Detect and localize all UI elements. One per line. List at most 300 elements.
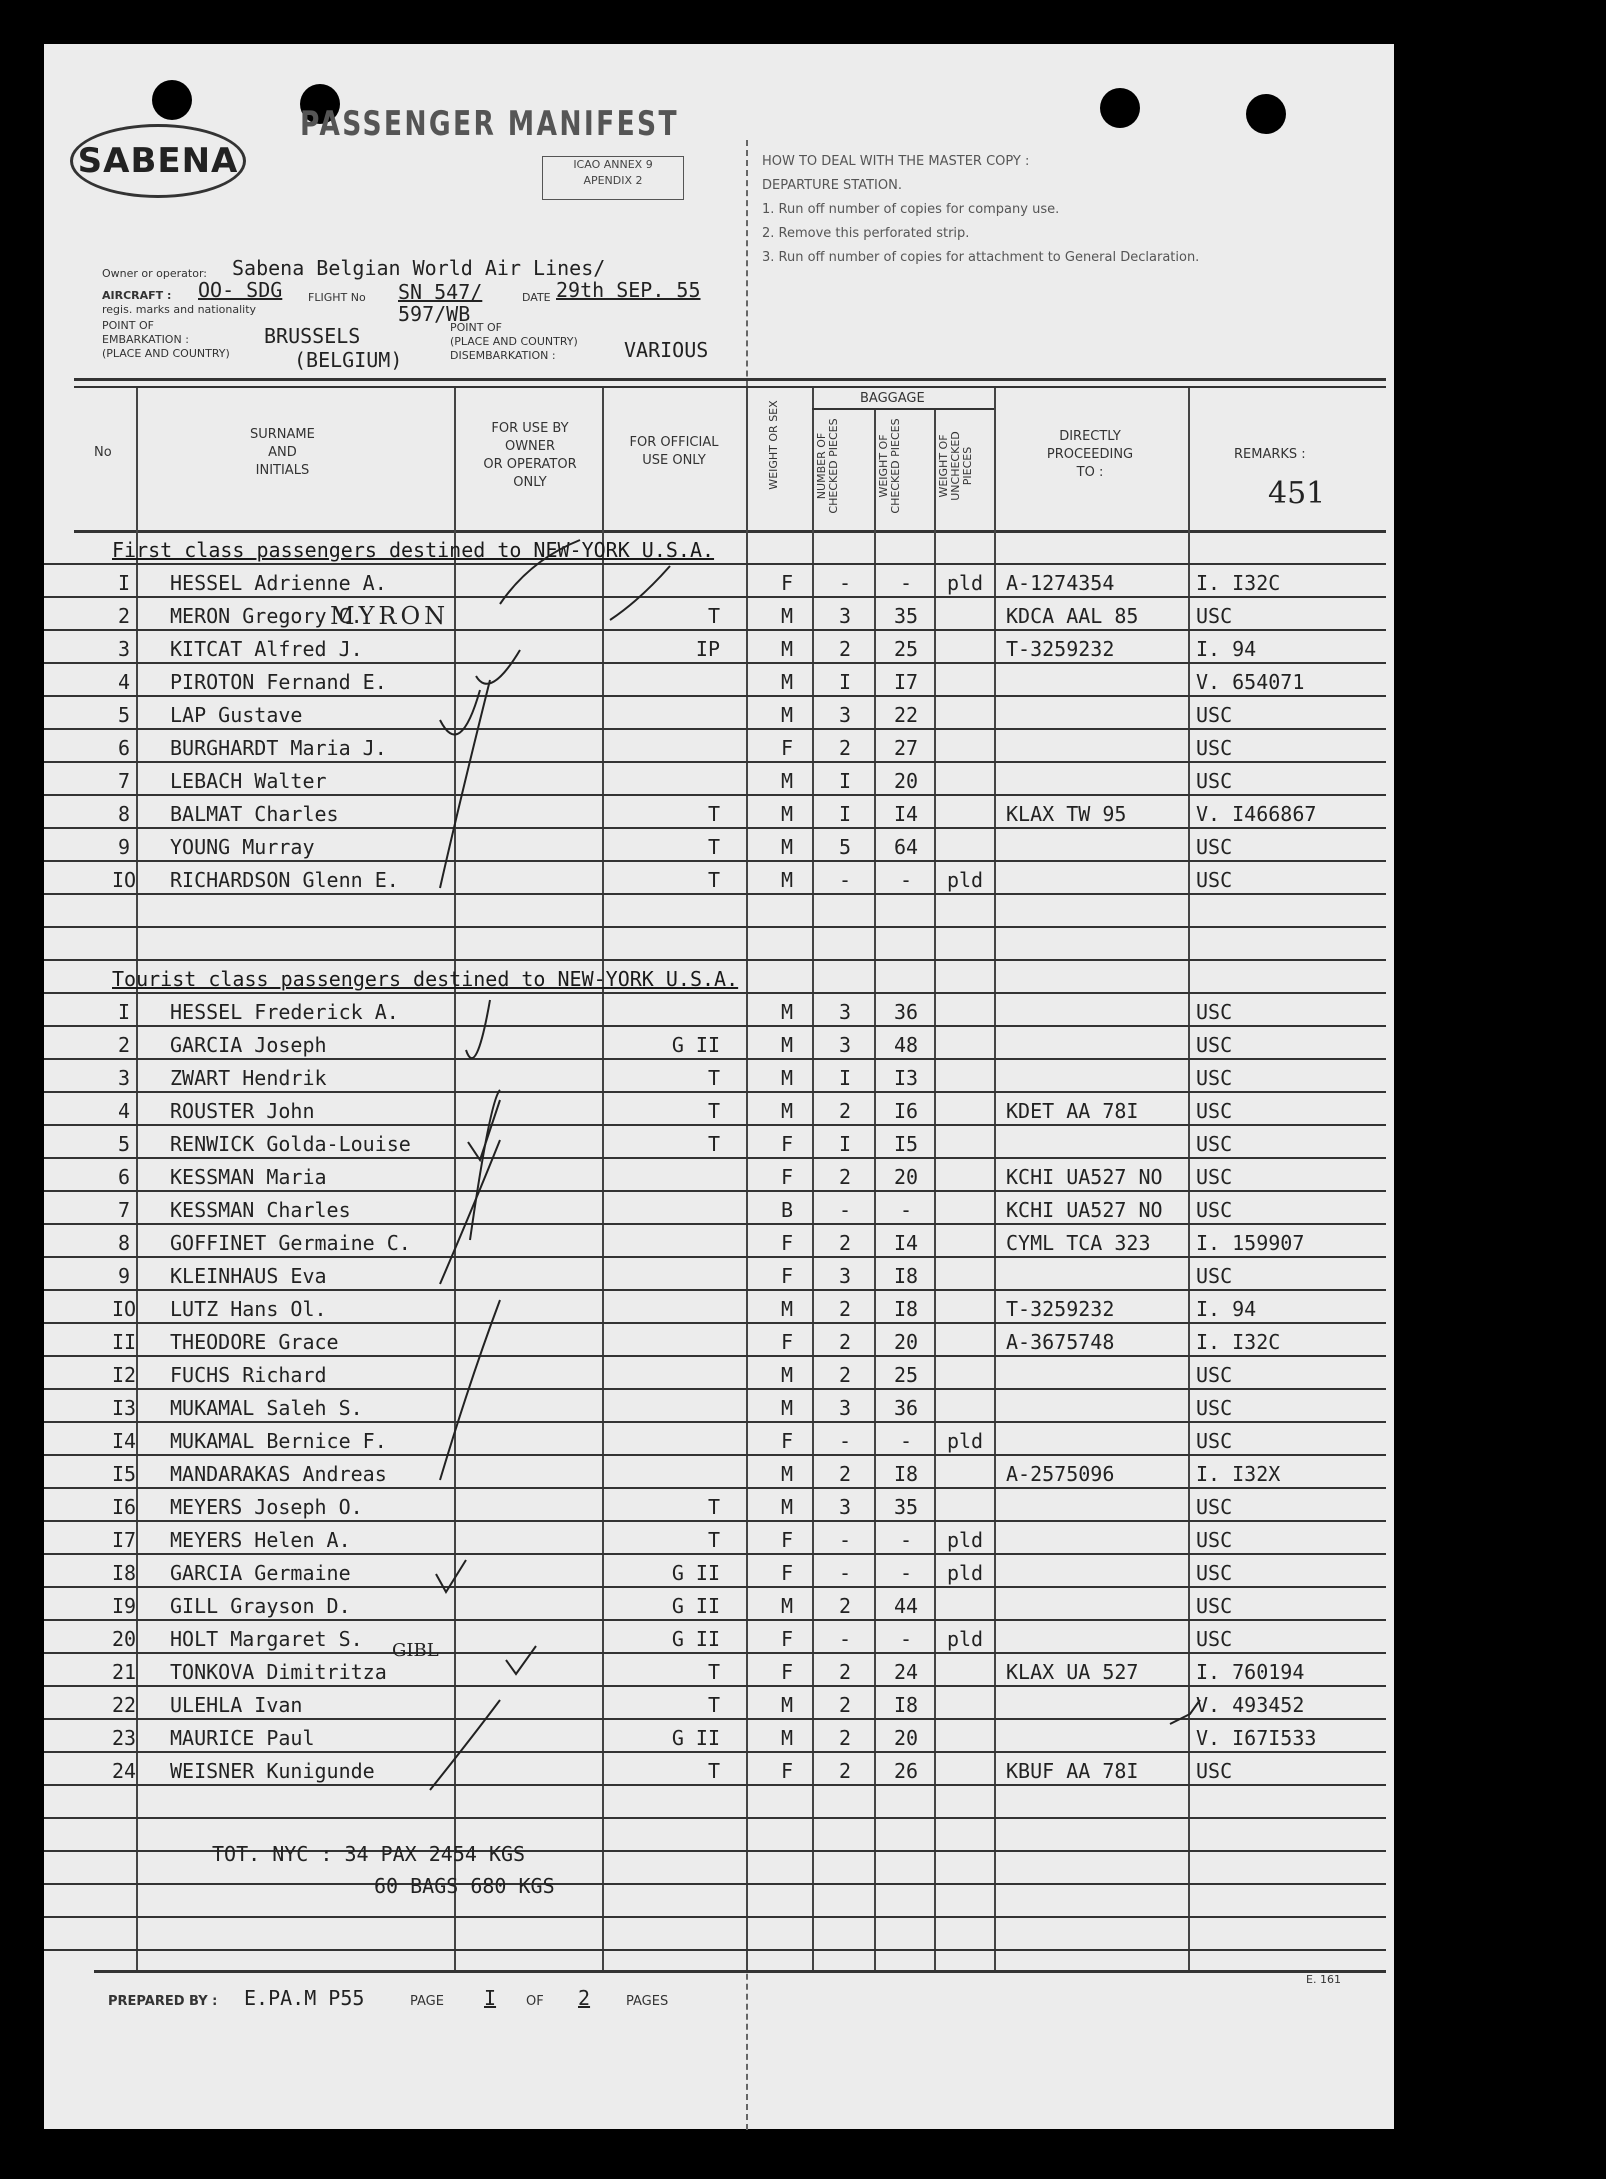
passenger-name: HESSEL Adrienne A. (170, 571, 387, 595)
disembark-label-3: DISEMBARKATION : (450, 349, 556, 362)
check-mark (436, 1560, 466, 1592)
checked-pieces: 2 (838, 736, 852, 760)
checked-pieces: 3 (838, 604, 852, 628)
remarks: USC (1196, 1165, 1233, 1189)
passenger-name: GARCIA Germaine (170, 1561, 351, 1585)
official-code: T (707, 1528, 720, 1552)
checked-pieces: 2 (838, 1165, 852, 1189)
passenger-sex: M (780, 1396, 794, 1420)
checked-pieces: 2 (838, 1363, 852, 1387)
annex-line2: APENDIX 2 (583, 174, 643, 187)
check-mark (440, 1300, 500, 1480)
passenger-name: LAP Gustave (170, 703, 303, 727)
checked-pieces: 2 (838, 1330, 852, 1354)
checked-weight: I4 (893, 1231, 919, 1255)
passenger-name: FUCHS Richard (170, 1363, 327, 1387)
passenger-sex: M (780, 1594, 794, 1618)
passenger-sex: M (780, 1099, 794, 1123)
passenger-name: MERON Gregory C. (170, 604, 363, 628)
checked-weight: I5 (893, 1132, 919, 1156)
row-number: 6 (117, 1165, 131, 1189)
check-mark (500, 540, 580, 604)
howto-line: 1. Run off number of copies for company use. (762, 202, 1060, 217)
remarks: USC (1196, 1264, 1233, 1288)
check-mark (430, 1700, 500, 1790)
remarks: USC (1196, 1033, 1233, 1057)
passenger-name: LUTZ Hans Ol. (170, 1297, 327, 1321)
row-number: 3 (117, 637, 131, 661)
col-header-no: No (94, 445, 112, 460)
row-number: IO (111, 1297, 137, 1321)
checked-pieces: - (838, 1627, 852, 1651)
passenger-sex: B (780, 1198, 794, 1222)
passenger-sex: M (780, 1495, 794, 1519)
passenger-name: YOUNG Murray (170, 835, 315, 859)
remarks: I. 94 (1196, 1297, 1257, 1321)
passenger-sex: F (780, 1561, 794, 1585)
row-number: 6 (117, 736, 131, 760)
checked-pieces: 3 (838, 1396, 852, 1420)
passenger-sex: F (780, 1759, 794, 1783)
aircraft-value: OO- SDG (198, 278, 283, 302)
remarks: USC (1196, 1198, 1233, 1222)
check-mark (506, 1646, 536, 1674)
check-mark (1170, 1700, 1200, 1724)
remarks: USC (1196, 1000, 1233, 1024)
destination: CYML TCA 323 (1006, 1231, 1151, 1255)
checked-weight: - (899, 571, 913, 595)
flight-value-2: 597/WB (398, 302, 471, 326)
row-number: 7 (117, 1198, 131, 1222)
passenger-name: MEYERS Joseph O. (170, 1495, 363, 1519)
passenger-sex: M (780, 1363, 794, 1387)
col-header-text: AND (268, 445, 297, 460)
owner-value: Sabena Belgian World Air Lines/ (232, 256, 606, 280)
destination: KCHI UA527 NO (1006, 1198, 1163, 1222)
remarks: USC (1196, 1759, 1233, 1783)
row-number: I7 (111, 1528, 137, 1552)
passenger-sex: F (780, 1330, 794, 1354)
checked-pieces: - (838, 1561, 852, 1585)
remarks: USC (1196, 1627, 1233, 1651)
remarks: I. I32C (1196, 1330, 1281, 1354)
passenger-sex: M (780, 1726, 794, 1750)
passenger-name: BURGHARDT Maria J. (170, 736, 387, 760)
remarks: I. 159907 (1196, 1231, 1305, 1255)
checked-pieces: I (838, 1132, 852, 1156)
passenger-name: KITCAT Alfred J. (170, 637, 363, 661)
destination: T-3259232 (1006, 1297, 1115, 1321)
passenger-sex: F (780, 1165, 794, 1189)
checked-weight: 25 (893, 1363, 919, 1387)
remarks: USC (1196, 1066, 1233, 1090)
checked-pieces: I (838, 1066, 852, 1090)
checked-pieces: - (838, 1198, 852, 1222)
official-code: G II (671, 1033, 720, 1057)
checked-weight: - (899, 1561, 913, 1585)
official-code: T (707, 802, 720, 826)
row-number: I9 (111, 1594, 137, 1618)
row-number: 5 (117, 1132, 131, 1156)
passenger-name: MUKAMAL Bernice F. (170, 1429, 387, 1453)
flight-value: SN 547/ (398, 280, 483, 304)
passenger-sex: M (780, 637, 794, 661)
col-header-text: FOR OFFICIAL (629, 435, 719, 450)
remarks: V. I466867 (1196, 802, 1317, 826)
row-number: 8 (117, 802, 131, 826)
remarks: USC (1196, 1495, 1233, 1519)
checked-pieces: I (838, 670, 852, 694)
prepared-label: PREPARED BY : (108, 1994, 218, 2009)
row-number: 3 (117, 1066, 131, 1090)
row-number: I2 (111, 1363, 137, 1387)
col-header-num-checked: NUMBER OF CHECKED PIECES (815, 418, 840, 514)
destination: KDCA AAL 85 (1006, 604, 1139, 628)
checked-pieces: 2 (838, 1660, 852, 1684)
row-number: 24 (111, 1759, 137, 1783)
col-header-text: USE ONLY (642, 453, 706, 468)
date-label: DATE (522, 291, 551, 304)
col-header-text: SURNAME (250, 427, 315, 442)
checked-pieces: 2 (838, 1297, 852, 1321)
row-number: 7 (117, 769, 131, 793)
destination: T-3259232 (1006, 637, 1115, 661)
checked-weight: I8 (893, 1264, 919, 1288)
destination: KDET AA 78I (1006, 1099, 1139, 1123)
passenger-sex: M (780, 868, 794, 892)
passenger-sex: M (780, 703, 794, 727)
row-number: 9 (117, 1264, 131, 1288)
prepared-by: E.PA.M P55 (244, 1986, 365, 2010)
check-mark (440, 680, 490, 888)
col-header-text: INITIALS (255, 463, 310, 478)
destination: A-2575096 (1006, 1462, 1115, 1486)
checked-pieces: 2 (838, 1462, 852, 1486)
checked-weight: - (899, 1198, 913, 1222)
manifest-title: PASSENGER MANIFEST (300, 104, 679, 144)
unchecked-weight: pld (946, 571, 984, 595)
checked-weight: 27 (893, 736, 919, 760)
col-header-text: ONLY (513, 475, 547, 490)
checked-weight: 20 (893, 769, 919, 793)
passenger-sex: M (780, 1693, 794, 1717)
col-header-weight-sex: WEIGHT OR SEX (767, 400, 780, 490)
col-header-text: TO : (1076, 465, 1104, 480)
page-label: PAGE (410, 1994, 444, 2009)
row-number: 2 (117, 604, 131, 628)
row-number: 22 (111, 1693, 137, 1717)
regis-label: regis. marks and nationality (102, 303, 257, 316)
official-code: G II (671, 1726, 720, 1750)
row-number: I6 (111, 1495, 137, 1519)
unchecked-weight: pld (946, 1528, 984, 1552)
row-number: 5 (117, 703, 131, 727)
row-number: 4 (117, 1099, 131, 1123)
official-code: G II (671, 1627, 720, 1651)
handwritten-myron: MYRON (330, 602, 450, 630)
checked-pieces: - (838, 1528, 852, 1552)
official-code: T (707, 1132, 720, 1156)
checked-pieces: 3 (838, 1033, 852, 1057)
howto-line: DEPARTURE STATION. (762, 178, 902, 193)
checked-weight: 36 (893, 1396, 919, 1420)
check-mark (440, 690, 480, 735)
row-number: I8 (111, 1561, 137, 1585)
checked-weight: I4 (893, 802, 919, 826)
row-number: 2 (117, 1033, 131, 1057)
remarks: USC (1196, 1528, 1233, 1552)
unchecked-weight: pld (946, 868, 984, 892)
check-mark (466, 1000, 490, 1058)
passenger-name: RICHARDSON Glenn E. (170, 868, 399, 892)
checked-pieces: 3 (838, 1264, 852, 1288)
remarks: V. I67I533 (1196, 1726, 1317, 1750)
remarks: USC (1196, 604, 1233, 628)
row-number: I4 (111, 1429, 137, 1453)
remarks: USC (1196, 703, 1233, 727)
checked-weight: 25 (893, 637, 919, 661)
checked-pieces: 3 (838, 703, 852, 727)
checked-weight: 26 (893, 1759, 919, 1783)
aircraft-label: AIRCRAFT : (102, 289, 172, 302)
row-number: I (117, 1000, 131, 1024)
row-number: I (117, 571, 131, 595)
passenger-sex: M (780, 1000, 794, 1024)
passenger-name: THEODORE Grace (170, 1330, 339, 1354)
remarks: USC (1196, 1396, 1233, 1420)
passenger-sex: M (780, 604, 794, 628)
remarks: USC (1196, 1363, 1233, 1387)
checked-weight: 20 (893, 1330, 919, 1354)
form-code: E. 161 (1306, 1973, 1341, 1986)
col-header-remarks: REMARKS : (1234, 447, 1306, 462)
destination: A-3675748 (1006, 1330, 1115, 1354)
unchecked-weight: pld (946, 1627, 984, 1651)
passenger-sex: M (780, 802, 794, 826)
passenger-sex: M (780, 670, 794, 694)
row-number: 20 (111, 1627, 137, 1651)
unchecked-weight: pld (946, 1429, 984, 1453)
remarks: USC (1196, 1594, 1233, 1618)
sabena-logo: SABENA (70, 124, 246, 198)
remarks: USC (1196, 736, 1233, 760)
passenger-name: GILL Grayson D. (170, 1594, 351, 1618)
passenger-name: MEYERS Helen A. (170, 1528, 351, 1552)
annex-line1: ICAO ANNEX 9 (573, 158, 653, 171)
passenger-name: HOLT Margaret S. (170, 1627, 363, 1651)
passenger-sex: F (780, 1528, 794, 1552)
official-code: T (707, 1660, 720, 1684)
checked-weight: I8 (893, 1297, 919, 1321)
checked-pieces: 2 (838, 637, 852, 661)
passenger-name: HESSEL Frederick A. (170, 1000, 399, 1024)
unchecked-weight: pld (946, 1561, 984, 1585)
checked-weight: - (899, 868, 913, 892)
checked-weight: 44 (893, 1594, 919, 1618)
checked-weight: I8 (893, 1693, 919, 1717)
row-number: 4 (117, 670, 131, 694)
checked-pieces: - (838, 1429, 852, 1453)
remarks: I. I32C (1196, 571, 1281, 595)
checked-pieces: 5 (838, 835, 852, 859)
howto-line: HOW TO DEAL WITH THE MASTER COPY : (762, 154, 1030, 169)
row-number: 8 (117, 1231, 131, 1255)
checked-pieces: I (838, 802, 852, 826)
remarks: I. 94 (1196, 637, 1257, 661)
passenger-name: MUKAMAL Saleh S. (170, 1396, 363, 1420)
row-number: 9 (117, 835, 131, 859)
checked-pieces: 2 (838, 1759, 852, 1783)
passenger-sex: F (780, 1627, 794, 1651)
remarks: USC (1196, 868, 1233, 892)
howto-line: 2. Remove this perforated strip. (762, 226, 970, 241)
passenger-name: ROUSTER John (170, 1099, 315, 1123)
page-number-mark: 451 (1268, 476, 1326, 511)
disembark-value: VARIOUS (624, 338, 709, 362)
disembark-label-1: POINT OF (450, 321, 502, 334)
passenger-name: KESSMAN Maria (170, 1165, 327, 1189)
col-header-baggage: BAGGAGE (860, 391, 925, 406)
row-number: II (111, 1330, 137, 1354)
passenger-name: LEBACH Walter (170, 769, 327, 793)
row-number: IO (111, 868, 137, 892)
official-code: T (707, 1066, 720, 1090)
checked-weight: I7 (893, 670, 919, 694)
checked-weight: - (899, 1627, 913, 1651)
of-label: OF (526, 1994, 544, 2009)
embark-country: (BELGIUM) (294, 348, 403, 372)
totals-line-2: 60 BAGS 680 KGS (374, 1874, 555, 1898)
passenger-name: MAURICE Paul (170, 1726, 315, 1750)
pages-value: 2 (578, 1986, 591, 2010)
checked-weight: - (899, 1528, 913, 1552)
checked-weight: I6 (893, 1099, 919, 1123)
checked-pieces: 2 (838, 1231, 852, 1255)
checked-pieces: 3 (838, 1495, 852, 1519)
passenger-name: WEISNER Kunigunde (170, 1759, 375, 1783)
remarks: I. 760194 (1196, 1660, 1305, 1684)
owner-label: Owner or operator: (102, 267, 207, 280)
destination: A-1274354 (1006, 571, 1115, 595)
embark-label-1: POINT OF (102, 319, 154, 332)
official-code: T (707, 868, 720, 892)
col-header-wt-checked: WEIGHT OF CHECKED PIECES (877, 418, 902, 514)
passenger-sex: F (780, 736, 794, 760)
checked-pieces: I (838, 769, 852, 793)
destination: KLAX TW 95 (1006, 802, 1127, 826)
checked-pieces: 2 (838, 1726, 852, 1750)
destination: KBUF AA 78I (1006, 1759, 1139, 1783)
checked-pieces: 3 (838, 1000, 852, 1024)
passenger-name: GOFFINET Germaine C. (170, 1231, 411, 1255)
remarks: V. 493452 (1196, 1693, 1305, 1717)
destination: KCHI UA527 NO (1006, 1165, 1163, 1189)
checked-pieces: 2 (838, 1594, 852, 1618)
passenger-name: KESSMAN Charles (170, 1198, 351, 1222)
col-header-wt-unchecked: WEIGHT OF UNCHECKED PIECES (937, 431, 974, 501)
passenger-sex: M (780, 1297, 794, 1321)
passenger-name: PIROTON Fernand E. (170, 670, 387, 694)
remarks: V. 654071 (1196, 670, 1305, 694)
disembark-label-2: (PLACE AND COUNTRY) (450, 335, 578, 348)
checked-weight: I3 (893, 1066, 919, 1090)
remarks: USC (1196, 1132, 1233, 1156)
checked-weight: 35 (893, 1495, 919, 1519)
passenger-name: ULEHLA Ivan (170, 1693, 303, 1717)
handwritten-gibl: GIBL (392, 1640, 439, 1661)
passenger-sex: F (780, 1132, 794, 1156)
passenger-sex: M (780, 835, 794, 859)
checked-weight: I8 (893, 1462, 919, 1486)
checked-weight: 36 (893, 1000, 919, 1024)
official-code: G II (671, 1594, 720, 1618)
checked-weight: 20 (893, 1726, 919, 1750)
official-code: T (707, 835, 720, 859)
remarks: USC (1196, 835, 1233, 859)
section-heading: Tourist class passengers destined to NEW-YORK U.S.A. (112, 967, 739, 991)
official-code: G II (671, 1561, 720, 1585)
checked-weight: 24 (893, 1660, 919, 1684)
destination: KLAX UA 527 (1006, 1660, 1139, 1684)
pages-label: PAGES (626, 1994, 669, 2009)
passenger-sex: F (780, 1264, 794, 1288)
check-mark (440, 1140, 500, 1284)
checked-weight: 48 (893, 1033, 919, 1057)
col-header-text: OR OPERATOR (483, 457, 577, 472)
checked-weight: 20 (893, 1165, 919, 1189)
embark-label-2: EMBARKATION : (102, 333, 189, 346)
passenger-sex: F (780, 1429, 794, 1453)
official-code: T (707, 604, 720, 628)
checked-weight: - (899, 1429, 913, 1453)
row-number: I3 (111, 1396, 137, 1420)
page-value: I (484, 1986, 497, 2010)
passenger-name: ZWART Hendrik (170, 1066, 327, 1090)
date-value: 29th SEP. 55 (556, 278, 701, 302)
official-code: T (707, 1099, 720, 1123)
checked-pieces: 2 (838, 1693, 852, 1717)
passenger-sex: F (780, 1231, 794, 1255)
col-header-text: FOR USE BY (491, 421, 569, 436)
passenger-sex: M (780, 1066, 794, 1090)
passenger-sex: M (780, 1462, 794, 1486)
passenger-name: MANDARAKAS Andreas (170, 1462, 387, 1486)
official-code: T (707, 1759, 720, 1783)
official-code: T (707, 1495, 720, 1519)
section-heading: First class passengers destined to NEW-YORK U.S.A. (112, 538, 715, 562)
embark-city: BRUSSELS (264, 324, 361, 348)
col-header-text: PROCEEDING (1046, 447, 1134, 462)
checked-weight: 35 (893, 604, 919, 628)
checked-weight: 22 (893, 703, 919, 727)
remarks: I. I32X (1196, 1462, 1281, 1486)
passenger-sex: F (780, 1660, 794, 1684)
check-mark (610, 566, 670, 620)
row-number: 23 (111, 1726, 137, 1750)
remarks: USC (1196, 1099, 1233, 1123)
passenger-sex: F (780, 571, 794, 595)
passenger-sex: M (780, 1033, 794, 1057)
row-number: I5 (111, 1462, 137, 1486)
row-number: 21 (111, 1660, 137, 1684)
checked-weight: 64 (893, 835, 919, 859)
flight-label: FLIGHT No (308, 291, 366, 304)
passenger-name: KLEINHAUS Eva (170, 1264, 327, 1288)
passenger-sex: M (780, 769, 794, 793)
remarks: USC (1196, 1429, 1233, 1453)
official-code: IP (695, 637, 720, 661)
col-header-text: OWNER (504, 439, 556, 454)
